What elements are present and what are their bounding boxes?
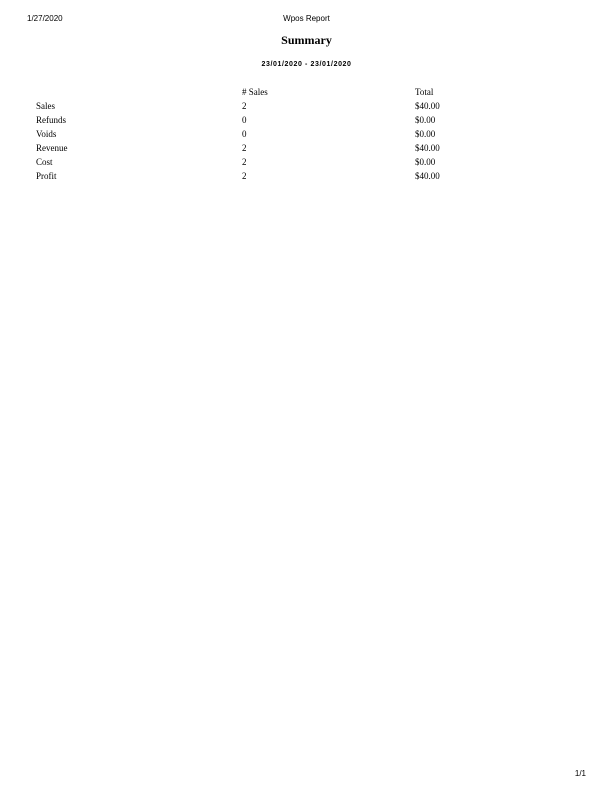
row-sales-count: 0 [242, 129, 247, 139]
summary-table [33, 85, 478, 183]
table-header-row [33, 85, 478, 99]
table-row [33, 113, 478, 127]
print-date: 1/27/2020 [27, 14, 63, 23]
row-label: Voids [36, 129, 57, 139]
row-total: $40.00 [415, 101, 440, 111]
row-label: Revenue [36, 143, 68, 153]
row-total: $40.00 [415, 171, 440, 181]
row-label: Refunds [36, 115, 66, 125]
column-header-label [33, 85, 239, 99]
row-sales-count: 0 [242, 115, 247, 125]
row-total: $0.00 [415, 129, 436, 139]
page-number: 1/1 [574, 769, 586, 778]
row-label: Profit [36, 171, 57, 181]
print-title: Wpos Report [283, 14, 330, 23]
table-row [33, 155, 478, 169]
row-total: $40.00 [415, 143, 440, 153]
report-title: Summary [281, 33, 332, 47]
row-sales-count: 2 [242, 143, 247, 153]
row-sales-count: 2 [242, 101, 247, 111]
report-date-range: 23/01/2020 - 23/01/2020 [261, 61, 352, 68]
row-label: Sales [36, 101, 55, 111]
table-row [33, 127, 478, 141]
row-total: $0.00 [415, 115, 436, 125]
column-header-total: Total [415, 87, 434, 97]
table-row [33, 141, 478, 155]
row-total: $0.00 [415, 157, 436, 167]
row-label: Cost [36, 157, 53, 167]
table-row [33, 169, 478, 183]
row-sales-count: 2 [242, 171, 247, 181]
column-header-sales: # Sales [242, 87, 268, 97]
table-row [33, 99, 478, 113]
row-sales-count: 2 [242, 157, 247, 167]
